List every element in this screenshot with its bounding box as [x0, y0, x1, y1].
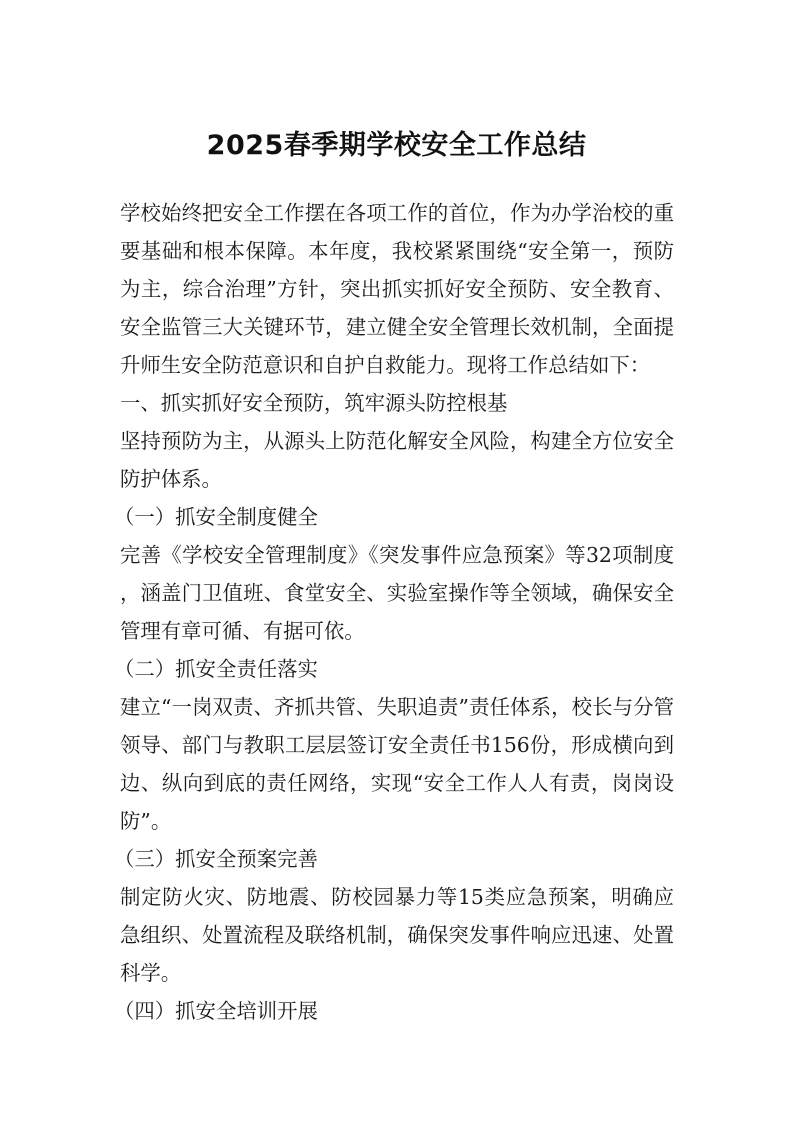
subsection-1-paragraph: 完善《学校安全管理制度》《突发事件应急预案》等32项制度，涵盖门卫值班、食堂安全、实验室操作等全领域，确保安全管理有章可循、有据可依。	[120, 543, 674, 643]
subsection-heading-1: （一）抓安全制度健全	[114, 505, 318, 529]
subsection-3-paragraph: 制定防火灾、防地震、防校园暴力等15类应急预案，明确应急组织、处置流程及联络机制，确保突发事件响应迅速、处置科学。	[120, 885, 674, 985]
intro-paragraph: 学校始终把安全工作摆在各项工作的首位，作为办学治校的重要基础和根本保障。本年度，我校紧紧围绕“安全第一，预防为主，综合治理”方针，突出抓实抓好安全预防、安全教育、安全监管三大关键环节，建立健全安全管理长效机制，全面提升师生安全防范意识和自护自救能力。现将工作总结如下：	[120, 201, 674, 377]
section-heading-1: 一、抓实抓好安全预防，筑牢源头防控根基	[120, 391, 508, 415]
subsection-heading-2: （二）抓安全责任落实	[114, 657, 318, 681]
subsection-heading-3: （三）抓安全预案完善	[114, 847, 318, 871]
subsection-2-paragraph: 建立“一岗双责、齐抓共管、失职追责”责任体系，校长与分管领导、部门与教职工层层签订安全责任书156份，形成横向到边、纵向到底的责任网络，实现“安全工作人人有责，岗岗设防”。	[120, 695, 674, 833]
document-title: 2025春季期学校安全工作总结	[206, 130, 587, 161]
subsection-heading-4: （四）抓安全培训开展	[114, 999, 318, 1023]
section-1-paragraph: 坚持预防为主，从源头上防范化解安全风险，构建全方位安全防护体系。	[120, 429, 674, 491]
document-body	[114, 194, 674, 1030]
